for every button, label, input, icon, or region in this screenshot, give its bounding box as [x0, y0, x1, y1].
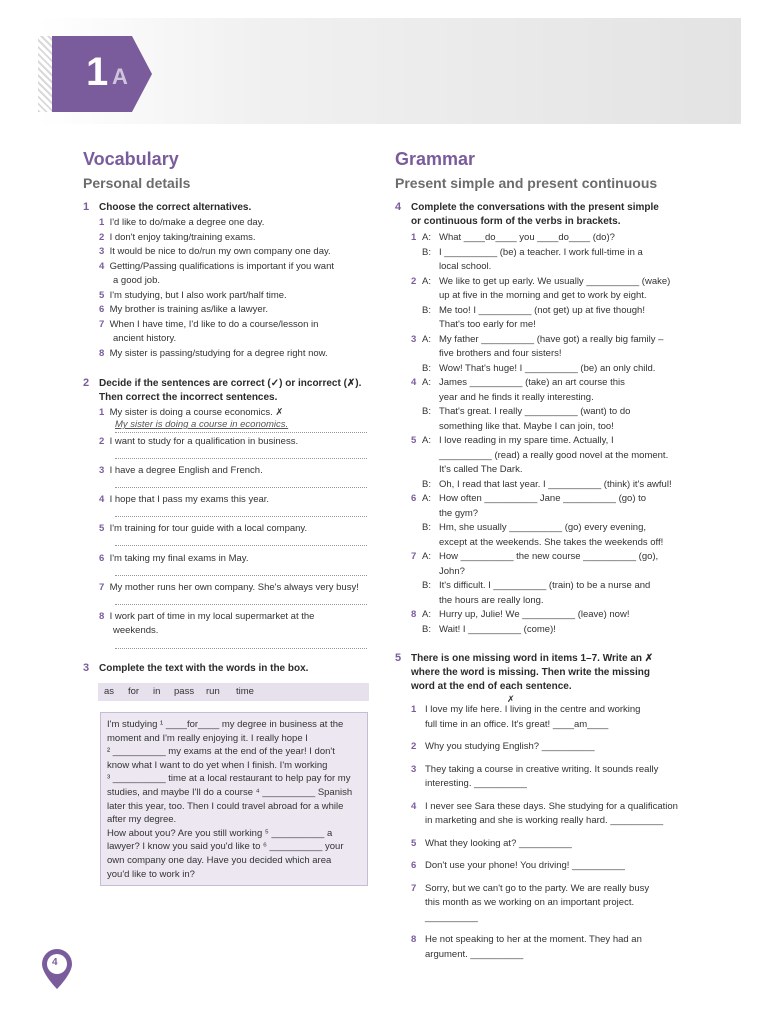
speaker-label	[422, 318, 439, 333]
exercise-5-items	[411, 703, 711, 970]
item-number	[411, 449, 422, 464]
dialogue-line	[411, 260, 711, 275]
speaker-label: A:	[422, 493, 431, 504]
exercise-instruction: Complete the conversations with the present simple or continuous form of the verbs in brackets.	[411, 202, 659, 227]
list-item	[411, 882, 711, 926]
exercise-instruction: Choose the correct alternatives.	[99, 202, 252, 213]
list-item-continued: weekends.	[113, 625, 159, 636]
dialogue-text: That's too early for me!	[439, 319, 536, 330]
item-text: Sorry, but we can't go to the party. We are really busy	[425, 882, 650, 894]
item-number: 5	[411, 837, 417, 849]
dialogue-text: How __________ the new course __________ (go),	[439, 551, 659, 562]
item-number	[411, 246, 422, 261]
unit-number: 1	[86, 50, 108, 94]
answer-line[interactable]	[115, 432, 367, 433]
speaker-label: B:	[422, 522, 431, 533]
speaker-label	[422, 391, 439, 406]
answer-line[interactable]	[115, 516, 367, 517]
item-number: 4	[411, 800, 417, 812]
speaker-label: A:	[422, 377, 431, 388]
speaker-label	[422, 289, 439, 304]
item-text: in marketing and she is working really hard. __________	[425, 815, 664, 826]
dialogue-text: It's difficult. I __________ (train) to be a nurse and	[439, 580, 651, 591]
list-item-continued: ancient history.	[113, 333, 177, 344]
item-number: 1	[411, 704, 417, 715]
item-number	[411, 565, 422, 580]
item-number: 7	[411, 882, 417, 894]
dialogue-text: Hm, she usually __________ (go) every evening,	[439, 522, 647, 533]
dialogue-text: Hurry up, Julie! We __________ (leave) now!	[439, 609, 630, 620]
item-text: I love my life here. I living in the centre and working	[425, 704, 641, 715]
dialogue-text: We like to get up early. We usually __________ (wake)	[439, 275, 671, 287]
answer-line[interactable]	[115, 648, 367, 649]
dialogue-text: Oh, I read that last year. I __________ (think) it's awful!	[439, 478, 672, 490]
list-item: 7 My mother runs her own company. She's always very busy!	[99, 582, 359, 593]
gap-fill-text: I'm studying ¹ ____for____ my degree in business at the moment and I'm really enjoying it. I really hope I ² __________ my exams at the end of the year! I don't know what I want to do yet when I finish. I'm working ³ __________ time at a local restaurant to help pay for my studies, and maybe I'll do a course ⁴ __________ Spanish later this year, too. Then I could travel abroad for a while after my degree. How about you? Are you still working ⁵ __________ a lawyer? I know you said you'd like to ⁶ __________ your own company one day. Have you decided which area you'd like to work in?	[100, 712, 368, 886]
item-number: 8	[411, 934, 417, 945]
dialogue-line	[411, 449, 711, 464]
word-option: in	[153, 686, 161, 697]
item-text: argument. __________	[425, 948, 524, 960]
item-number	[411, 623, 422, 638]
exercise-4-dialogues	[411, 231, 711, 637]
answer-line[interactable]	[115, 575, 367, 576]
dialogue-text: five brothers and four sisters!	[439, 348, 562, 359]
dialogue-text: the hours are really long.	[439, 594, 544, 606]
grammar-title: Grammar	[395, 149, 476, 169]
item-text: __________	[425, 911, 478, 923]
dialogue-line	[411, 608, 711, 623]
speaker-label	[422, 507, 439, 522]
dialogue-text: What ____do____ you ____do____ (do)?	[439, 232, 615, 243]
item-number: 7	[411, 551, 417, 562]
dialogue-line	[411, 478, 711, 493]
word-option: run	[206, 686, 220, 697]
list-item	[411, 703, 711, 732]
exercise-number: 4	[395, 201, 402, 213]
list-item: 1 My sister is doing a course economics. ✗	[99, 407, 284, 418]
exercise-number: 1	[83, 201, 90, 213]
dialogue-text: Me too! I __________ (not get) up at five though!	[439, 304, 645, 316]
answer-line[interactable]	[115, 604, 367, 605]
item-number: 5	[411, 435, 417, 446]
dialogue-line	[411, 391, 711, 406]
dialogue-text: How often __________ Jane __________ (go) to	[439, 493, 647, 504]
speaker-label: A:	[422, 435, 431, 446]
unit-letter: A	[112, 64, 128, 89]
dialogue-text: up at five in the morning and get to work by eight.	[439, 290, 647, 301]
dialogue-text: It's called The Dark.	[439, 464, 523, 475]
dialogue-text: local school.	[439, 261, 492, 272]
list-item: My brother is training as/like a lawyer.	[109, 304, 268, 315]
list-item: I'm studying, but I also work part/half time.	[109, 289, 287, 301]
item-text: They taking a course in creative writing. It sounds really	[425, 763, 659, 775]
dialogue-text: My father __________ (have got) a really big family –	[439, 333, 664, 345]
speaker-label: A:	[422, 232, 431, 243]
item-number	[411, 318, 422, 333]
item-text: What they looking at? __________	[425, 837, 572, 849]
page-number-pin	[40, 948, 74, 990]
item-number	[411, 507, 422, 522]
speaker-label	[422, 463, 439, 478]
item-number	[411, 536, 422, 551]
dialogue-line	[411, 246, 711, 261]
item-number: 2	[411, 275, 417, 287]
item-number	[411, 362, 422, 377]
item-number	[411, 594, 422, 609]
dialogue-text: except at the weekends. She takes the weekends off!	[439, 536, 664, 548]
dialogue-text: Wow! That's huge! I __________ (be) an only child.	[439, 362, 656, 374]
item-number	[411, 420, 422, 435]
list-item	[411, 800, 711, 829]
item-number: 4	[411, 377, 417, 388]
dialogue-line	[411, 275, 711, 290]
item-number: 3	[411, 763, 417, 775]
speaker-label: B:	[422, 246, 431, 258]
dialogue-line	[411, 623, 711, 638]
dialogue-text: I love reading in my spare time. Actually, I	[439, 435, 614, 446]
dialogue-line	[411, 492, 711, 507]
speaker-label: B:	[422, 304, 431, 316]
item-number: 6	[411, 493, 417, 504]
speaker-label	[422, 260, 439, 275]
list-item	[411, 859, 711, 874]
word-option: as	[104, 686, 115, 697]
item-number: 6	[411, 860, 417, 871]
vocabulary-subtitle: Personal details	[83, 175, 191, 191]
list-item: 8 I work part of time in my local supermarket at the	[99, 611, 315, 622]
exercise-number: 5	[395, 652, 402, 664]
item-number	[411, 347, 422, 362]
grammar-subtitle: Present simple and present continuous	[395, 175, 658, 191]
dialogue-line	[411, 362, 711, 377]
list-item: 4 I hope that I pass my exams this year.	[99, 494, 270, 505]
speaker-label	[422, 536, 439, 551]
list-item	[411, 933, 711, 962]
item-number: 2	[411, 741, 417, 752]
dialogue-line	[411, 579, 711, 594]
list-item	[411, 763, 711, 792]
item-number	[411, 391, 422, 406]
list-item: I'd like to do/make a degree one day.	[109, 217, 265, 228]
speaker-label	[422, 347, 439, 362]
word-option: for	[128, 686, 140, 697]
item-text: Why you studying English? __________	[425, 741, 595, 752]
dialogue-line	[411, 333, 711, 348]
dialogue-line	[411, 536, 711, 551]
speaker-label: B:	[422, 580, 431, 591]
item-number	[411, 260, 422, 275]
item-text: full time in an office. It's great! ____am____	[425, 718, 609, 730]
dialogue-line	[411, 304, 711, 319]
list-item: Getting/Passing qualifications is important if you want	[109, 260, 334, 272]
list-item: It would be nice to do/run my own company one day.	[109, 246, 331, 257]
exercise-number: 3	[83, 662, 90, 674]
list-item	[411, 740, 711, 755]
dialogue-line	[411, 594, 711, 609]
item-number	[411, 405, 422, 420]
speaker-label	[422, 565, 439, 580]
page-number: 4	[52, 957, 58, 968]
dialogue-line	[411, 347, 711, 362]
speaker-label: B:	[422, 623, 431, 635]
speaker-label: A:	[422, 609, 431, 620]
speaker-label	[422, 449, 439, 464]
item-number: 8	[411, 609, 417, 620]
item-number	[411, 478, 422, 493]
dialogue-line	[411, 289, 711, 304]
dialogue-text: John?	[439, 565, 465, 577]
item-number	[411, 304, 422, 319]
word-box	[98, 683, 369, 701]
item-number	[411, 463, 422, 478]
dialogue-text: year and he finds it really interesting.	[439, 391, 594, 403]
vocabulary-title: Vocabulary	[83, 149, 179, 169]
exercise-1-items: 1 I'd like to do/make a degree one day. 2 I don't enjoy taking/training exams. 3 It would be nice to do/run my own company one day. 4 Getting/Passing qualifications is important if you want a good job. 5 I'm studying, but I also work part/half time. 6 My brother is training as/like a lawyer. 7 When I have time, I'd like to do a course/lesson in ancient history. 8 My sister is passing/studying for a degree right now.	[99, 217, 334, 359]
speaker-label: B:	[422, 478, 431, 490]
item-text: He not speaking to her at the moment. They had an	[425, 934, 642, 945]
dialogue-text: the gym?	[439, 507, 479, 519]
list-item-continued: a good job.	[113, 275, 161, 286]
dialogue-line	[411, 463, 711, 478]
dialogue-line	[411, 507, 711, 522]
list-item: When I have time, I'd like to do a course/lesson in	[109, 318, 319, 330]
dialogue-text: Wait! I __________ (come)!	[439, 623, 556, 635]
speaker-label: A:	[422, 551, 431, 562]
item-text: I never see Sara these days. She studying for a qualification	[425, 800, 678, 812]
item-number: 3	[411, 333, 417, 345]
dialogue-line	[411, 231, 711, 246]
dialogue-line	[411, 521, 711, 536]
exercise-instruction: Decide if the sentences are correct (✓) or incorrect (✗). Then correct the incorrect sentences.	[99, 378, 362, 403]
item-number	[411, 579, 422, 594]
speaker-label: A:	[422, 275, 431, 287]
dialogue-line	[411, 405, 711, 420]
dialogue-text: __________ (read) a really good novel at the moment.	[439, 449, 669, 461]
exercise-instruction: There is one missing word in items 1–7. Write an ✗ where the word is missing. Then write the missing word at the end of each sentence.	[411, 653, 654, 692]
exercise-number: 2	[83, 377, 90, 389]
answer-line[interactable]	[115, 458, 367, 459]
list-item	[411, 837, 711, 852]
exercise-instruction: Complete the text with the words in the box.	[99, 663, 309, 674]
dialogue-line	[411, 434, 711, 449]
word-option: time	[236, 686, 254, 697]
item-number	[411, 289, 422, 304]
list-item: 6 I'm taking my final exams in May.	[99, 553, 249, 564]
item-number: 1	[411, 232, 417, 243]
speaker-label: A:	[422, 333, 431, 345]
answer-line[interactable]	[115, 487, 367, 488]
missing-word-mark: ✗	[507, 694, 515, 704]
list-item: My sister is passing/studying for a degree right now.	[109, 347, 328, 359]
speaker-label	[422, 420, 439, 435]
list-item: 5 I'm training for tour guide with a local company.	[99, 523, 308, 534]
dialogue-text: something like that. Maybe I can join, too!	[439, 420, 614, 432]
dialogue-line	[411, 420, 711, 435]
speaker-label: B:	[422, 406, 431, 417]
dialogue-line	[411, 565, 711, 580]
word-option: pass	[174, 686, 195, 697]
dialogue-text: I __________ (be) a teacher. I work full-time in a	[439, 246, 643, 258]
dialogue-line	[411, 376, 711, 391]
speaker-label: B:	[422, 362, 431, 374]
list-item: 2 I want to study for a qualification in business.	[99, 436, 299, 447]
list-item: I don't enjoy taking/training exams.	[109, 231, 256, 243]
item-text: interesting. __________	[425, 778, 527, 789]
item-text: Don't use your phone! You driving! __________	[425, 860, 625, 871]
dialogue-line	[411, 550, 711, 565]
speaker-label	[422, 594, 439, 609]
item-text: this month as we working on an important project.	[425, 897, 635, 908]
dialogue-line	[411, 318, 711, 333]
dialogue-text: James __________ (take) an art course this	[439, 377, 625, 388]
list-item: 3 I have a degree English and French.	[99, 465, 263, 476]
item-number	[411, 521, 422, 536]
answer-line[interactable]	[115, 545, 367, 546]
dialogue-text: That's great. I really __________ (want) to do	[439, 406, 631, 417]
example-answer: My sister is doing a course in economics.	[115, 419, 289, 430]
